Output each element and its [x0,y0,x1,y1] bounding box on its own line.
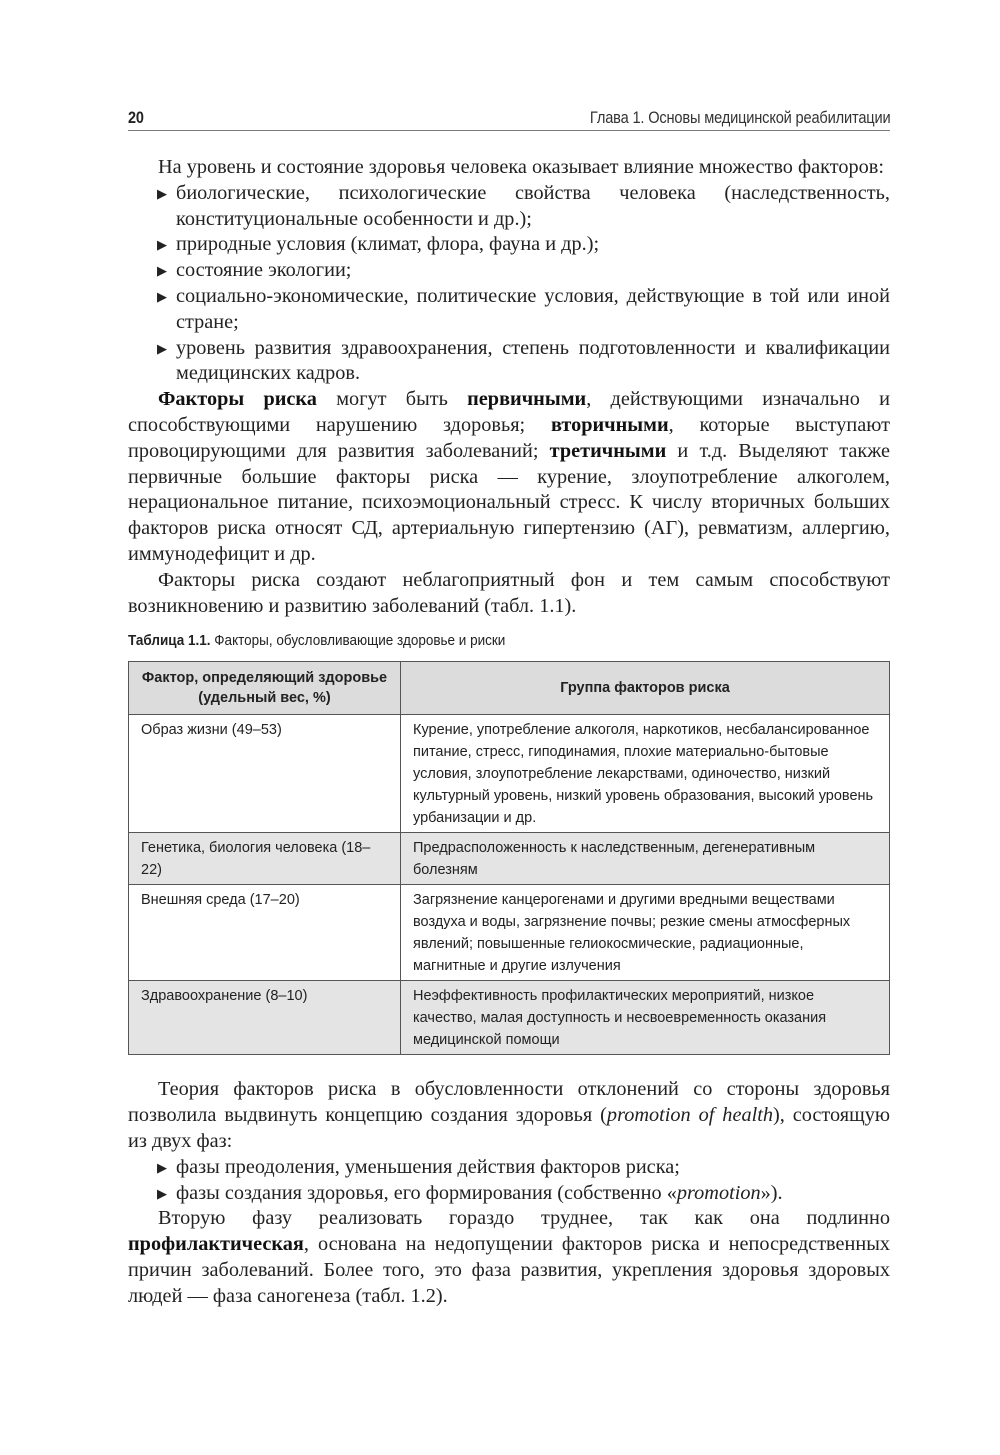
list-item [157,1181,890,1207]
risks-cell: Неэффективность профилактических мероприятий, низкое качество, малая доступность и несвоевременность оказания медицинской помощи [401,981,890,1055]
triangle-bullet-icon: ▶ [157,340,167,356]
theory-paragraph [128,1077,890,1154]
text-run: и т.д. Выделяют также первичные большие факторы риска — курение, злоупотребление алкоголем, нерациональное питание, психоэмоциональный стресс. К числу вторичных больших факторов риска относят СД, артериальную гипертензию (АГ), ревматизм, аллергию, иммунодефицит и др. [128,439,890,565]
risk-factors-paragraph [128,387,890,568]
table-row [129,981,890,1055]
risks-cell: Загрязнение канцерогенами и другими вредными веществами воздуха и воды, загрязнение почвы; резкие смены атмосферных явлений; повышенные гелиокосмические, радиационные, магнитные и другие излучения [401,885,890,981]
intro-paragraph: На уровень и состояние здоровья человека оказывает влияние множество факторов: [158,156,884,178]
term-secondary: вторичными [550,413,669,436]
text-run: могут быть [316,388,468,411]
table-caption-label: Таблица 1.1. [128,632,211,650]
main-text-continued [128,1077,890,1309]
triangle-bullet-icon: ▶ [157,185,167,201]
triangle-bullet-icon: ▶ [157,1159,167,1175]
triangle-bullet-icon: ▶ [157,263,167,279]
list-item-text: фазы создания здоровья, его формирования (собственно « [176,1181,677,1204]
factor-cell: Внешняя среда (17–20) [129,885,401,981]
book-page [128,100,890,1310]
term-preventive: профилактическая [128,1233,304,1256]
list-item [157,232,890,258]
text-run: ), состоящую из двух фаз: [128,1104,890,1152]
triangle-bullet-icon: ▶ [157,288,167,304]
list-item [157,1155,890,1181]
text-run: , которые выступают провоцирующими для развития заболеваний; [128,413,890,462]
column-header-risk-group: Группа факторов риска [401,662,890,715]
list-item-text: социально-экономические, политические условия, действующие в той или иной стране; [176,284,890,333]
running-head [128,100,890,131]
factors-list [128,181,890,387]
list-item [157,258,890,284]
page-number: 20 [128,108,144,127]
table-row [129,885,890,981]
risk-factors-table [128,661,890,1055]
text-run: , основана на недопущении факторов риска и непосредственных причин заболеваний. Более того, это фаза развития, укрепления здоровья здоровых людей — фаза саногенеза (табл. 1.2). [128,1233,890,1307]
list-item-text: состояние экологии; [176,259,352,282]
list-item-text: биологические, психологические свойства человека (наследственность, конституциональные особенности и др.); [176,181,890,230]
list-item-text: фазы преодоления, уменьшения действия факторов риска; [176,1155,680,1178]
term-primary: первичными [467,388,587,411]
second-phase-paragraph [128,1206,890,1309]
table-header-row [129,662,890,715]
main-text [128,155,890,619]
triangle-bullet-icon: ▶ [157,237,167,253]
chapter-title: Глава 1. Основы медицинской реабилитации [589,108,890,127]
list-item [157,181,890,233]
background-paragraph: Факторы риска создают неблагоприятный фон и тем самым способствуют возникновению и развитию заболеваний (табл. 1.1). [128,568,890,617]
text-run: Теория факторов риска в обусловленности отклонений со стороны здоровья позволила выдвинуть концепцию создания здоровья ( [128,1078,890,1127]
table-caption [128,632,814,649]
factor-cell: Здравоохранение (8–10) [129,981,401,1055]
text-run: Вторую фазу реализовать гораздо труднее, так как она подлинно [158,1207,890,1230]
risks-cell: Предрасположенность к наследственным, дегенеративным болезням [401,833,890,885]
phases-list [128,1155,890,1207]
table-row [129,715,890,833]
factor-cell: Генетика, биология человека (18–22) [129,833,401,885]
table-caption-text: Факторы, обусловливающие здоровье и риски [210,632,506,650]
table-row [129,833,890,885]
term-promotion: promotion [676,1181,761,1204]
text-run: »). [760,1181,783,1204]
risks-cell: Курение, употребление алкоголя, наркотиков, несбалансированное питание, стресс, гиподинамия, плохие материально-бытовые условия, злоупотребление лекарствами, одиночество, низкий культурный уровень, низкий уровень образования, высокий уровень урбанизации и др. [401,715,890,833]
list-item [157,336,890,388]
term-promotion-of-health: promotion of health [606,1104,773,1127]
triangle-bullet-icon: ▶ [157,1185,167,1201]
column-header-factor: Фактор, определяющий здоровье (удельный вес, %) [129,662,401,715]
list-item-text: уровень развития здравоохранения, степень подготовленности и квалификации медицинских кадров. [176,336,890,385]
factor-cell: Образ жизни (49–53) [129,715,401,833]
list-item-text: природные условия (климат, флора, фауна и др.); [176,233,600,256]
term-tertiary: третичными [549,439,667,462]
term-risk-factors: Факторы риска [158,388,317,411]
list-item [157,284,890,336]
text-run: , действующими изначально и способствующими нарушению здоровья; [128,388,890,436]
